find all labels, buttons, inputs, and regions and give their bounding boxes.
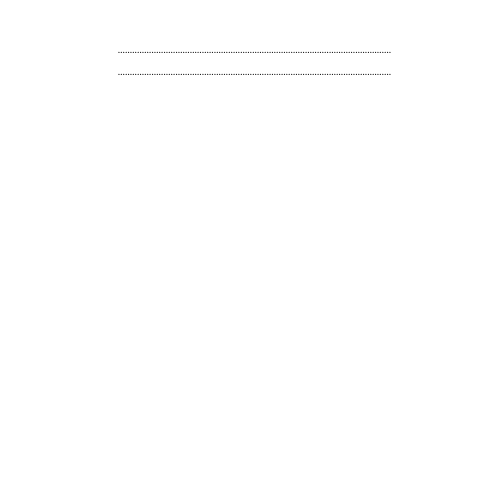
- leader-dots: [118, 68, 391, 77]
- table-of-contents: [117, 46, 392, 91]
- leader-dots: [118, 46, 391, 55]
- toc-sources: [117, 46, 392, 55]
- toc-glossary: [117, 68, 392, 77]
